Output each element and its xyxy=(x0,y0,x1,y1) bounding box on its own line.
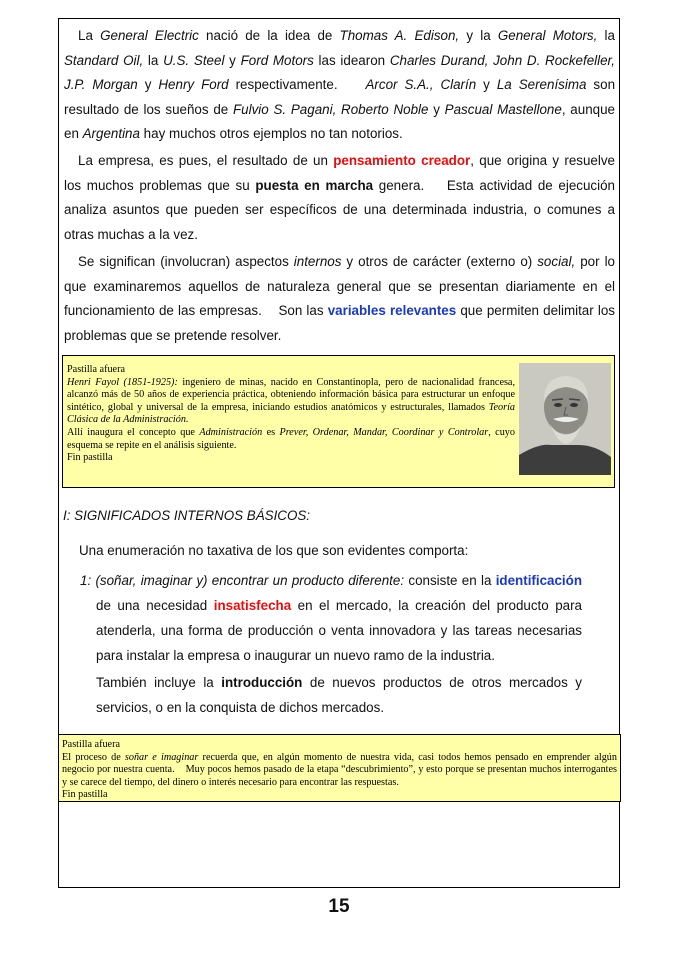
intro-text: Una enumeración no taxativa de los que son evidentes comporta: xyxy=(79,543,469,558)
paragraph-2: La empresa, es pues, el resultado de un pensamiento creador, que origina y resuelve los muchos problemas que su puesta en marcha genera. Esta actividad de ejecución analiza asuntos que pueden ser específicos de una determinada industria, o comunes a otras muchas a la vez. xyxy=(64,153,619,242)
callout-end: Fin pastilla xyxy=(67,452,113,464)
section-heading: I: SIGNIFICADOS INTERNOS BÁSICOS: xyxy=(63,508,311,523)
list-item-1: 1: (soñar, imaginar y) encontrar un producto diferente: consiste en la identificación de una necesidad insatisfecha en el mercado, la creación del producto para atenderla, una forma de producción o venta innovadora y las tareas necesarias para instalar la empresa o inaugurar un nuevo ramo de la industria. xyxy=(80,573,583,663)
page-number: 15 xyxy=(328,896,350,917)
callout-title: Pastilla afuera xyxy=(67,364,125,375)
callout-text: Pastilla afuera Henri Fayol (1851-1925): ingeniero de minas, nacido en Constantinopla, pero de nacionalidad francesa, alcanzó más de 50 años de experiencia práctica, obteniendo información básica para estructurar un enfoque sintético, global y universal de la empresa, iniciando estudios anatómicos y estructurales, llamados Teoría Clásica de la Administración. Allí inaugura el concepto que Administración es Prever, Ordenar, Mandar, Coordinar y Controlar, cuyo esquema se repite en el análisis siguiente. Fin pastilla xyxy=(67,364,515,464)
paragraph-1: La General Electric nació de la idea de Thomas A. Edison, y la General Motors, la Standard Oil, la U.S. Steel y Ford Motors las idearon Charles Durand, John D. Rockefeller, J.P. Morgan y Henry Ford respectivamente. Arcor S.A., Clarín y La Serenísima son resultado de los sueños de Fulvio S. Pagani, Roberto Noble y Pascual Mastellone, aunque en Argentina hay muchos otros ejemplos no tan notorios. xyxy=(64,28,616,141)
list-item-2: También incluye la introducción de nuevos productos de otros mercados y servicios, o en la conquista de dichos mercados. xyxy=(96,675,582,715)
callout-text-2: Pastilla afuera El proceso de soñar e imaginar recuerda que, en algún momento de nuestra vida, casi todos hemos pensado en emprender algún negocio por nuestra cuenta. Muy pocos hemos pasado de la etapa “descubrimiento”, y esto porque se presentan muchos interrogantes y se carece del tiempo, del dinero o interés necesario para encontrar las respuestas. Fin pastilla xyxy=(62,739,620,801)
person-name: Henri Fayol (1851-1925): xyxy=(67,376,178,388)
callout-title-2: Pastilla afuera xyxy=(62,739,120,750)
henri-fayol-portrait-image xyxy=(519,363,611,475)
callout-end-2: Fin pastilla xyxy=(62,789,108,801)
callout-box-sonar xyxy=(58,734,621,802)
paragraph-3: Se significan (involucran) aspectos internos y otros de carácter (externo o) social, por lo que examinaremos aquellos de naturaleza general que se presentan diariamente en el funcionamiento de las empresas. Son las variables relevantes que permiten delimitar los problemas que se pretende resolver. xyxy=(64,254,619,343)
